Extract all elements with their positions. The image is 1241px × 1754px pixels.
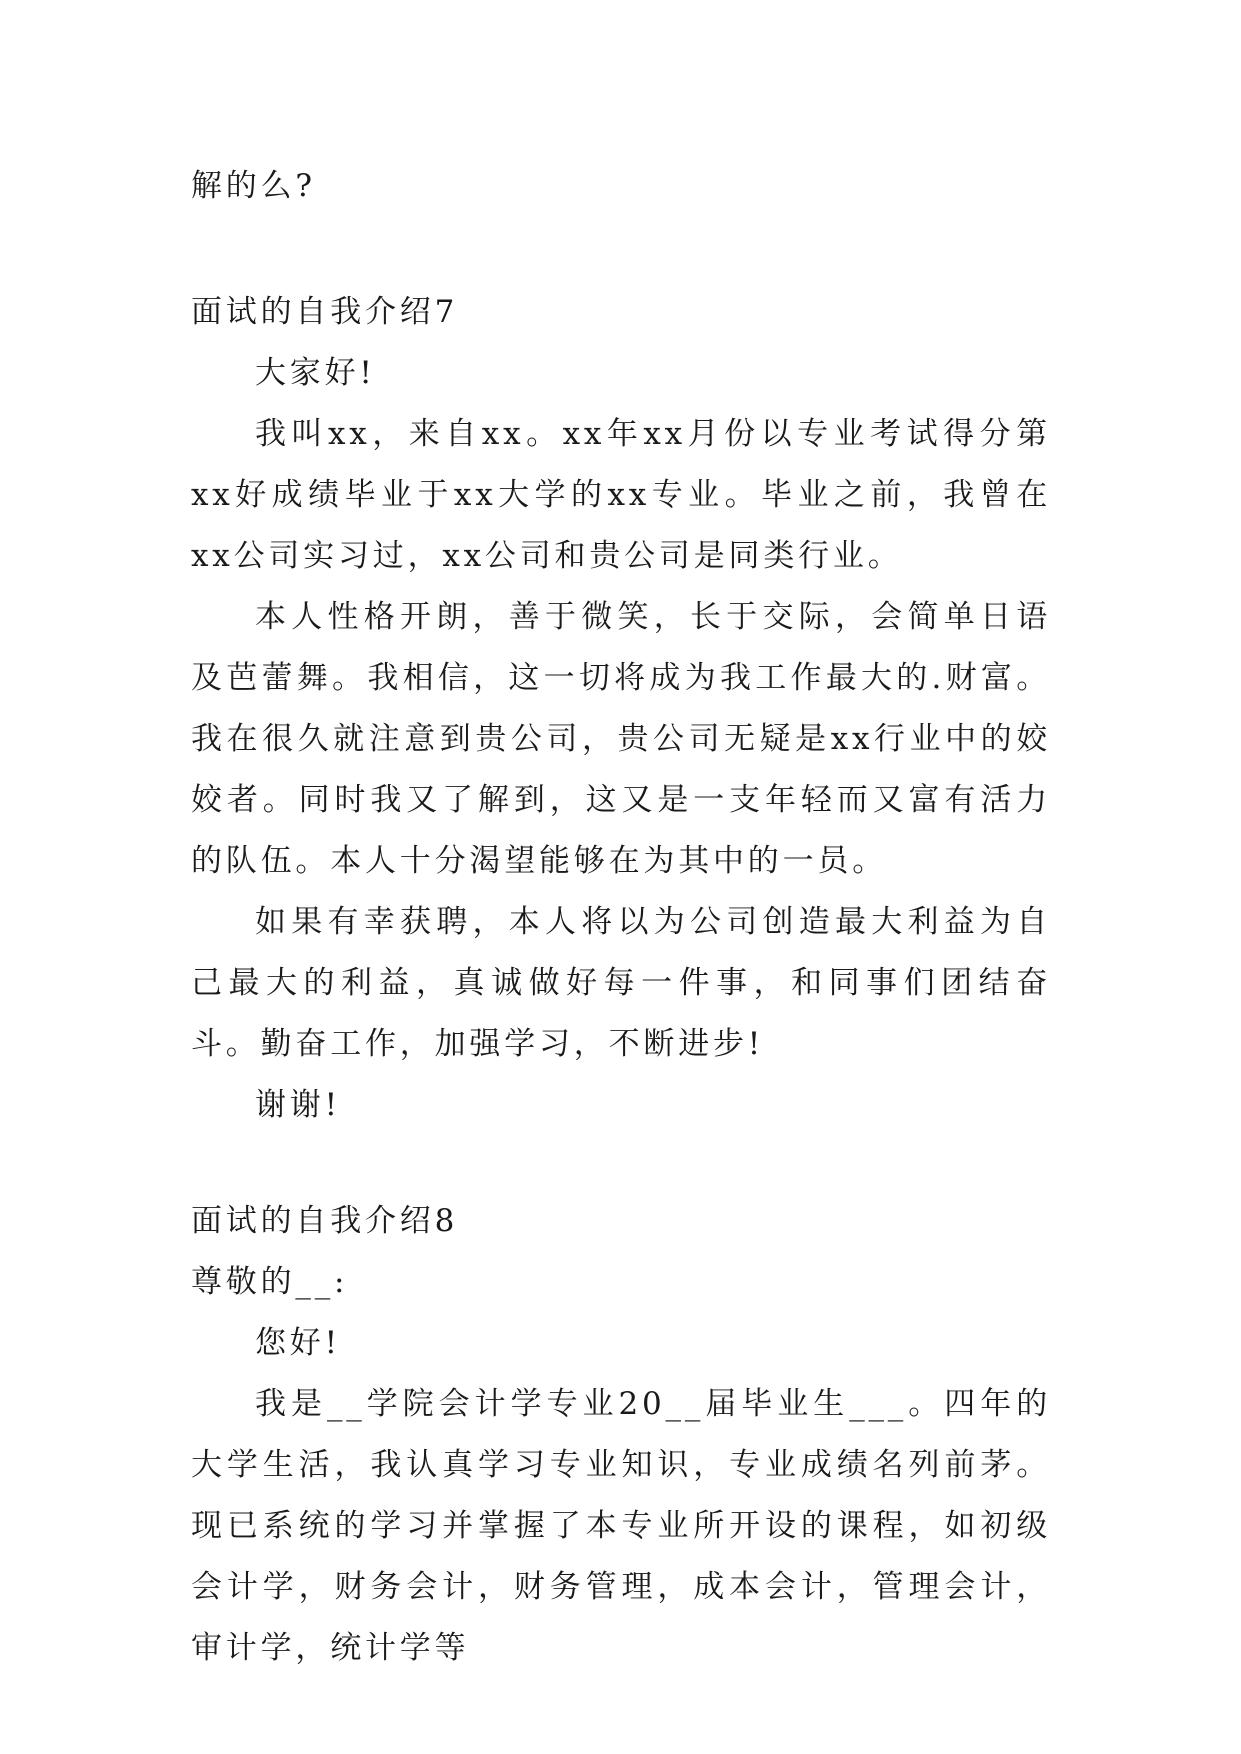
thanks-7: 谢谢! [255, 1087, 341, 1123]
salutation-8: 尊敬的__: [191, 1264, 349, 1300]
greeting-7: 大家好! [255, 355, 376, 391]
document-body [191, 156, 1051, 1679]
section-heading-8: 面试的自我介绍8 [191, 1203, 459, 1239]
intro-tail-text: 解的么? [191, 168, 316, 204]
paragraph-8-1: 我是__学院会计学专业20__届毕业生___。四年的大学生活，我认真学习专业知识，专业成绩名列前茅。现已系统的学习并掌握了本专业所开设的课程，如初级会计学，财务会计，财务管理，成本会计，管理会计，审计学，统计学等 [191, 1386, 1051, 1666]
paragraph-7-3: 如果有幸获聘，本人将以为公司创造最大利益为自己最大的利益，真诚做好每一件事，和同事们团结奋斗。勤奋工作，加强学习，不断进步! [191, 904, 1051, 1062]
paragraph-7-2: 本人性格开朗，善于微笑，长于交际，会简单日语及芭蕾舞。我相信，这一切将成为我工作最大的.财富。我在很久就注意到贵公司，贵公司无疑是xx行业中的姣姣者。同时我又了解到，这又是一支年轻而又富有活力的队伍。本人十分渴望能够在为其中的一员。 [191, 599, 1051, 879]
greeting-8: 您好! [255, 1325, 341, 1361]
section-heading-7: 面试的自我介绍7 [191, 294, 459, 330]
paragraph-7-1: 我叫xx，来自xx。xx年xx月份以专业考试得分第xx好成绩毕业于xx大学的xx专业。毕业之前，我曾在xx公司实习过，xx公司和贵公司是同类行业。 [191, 416, 1051, 574]
